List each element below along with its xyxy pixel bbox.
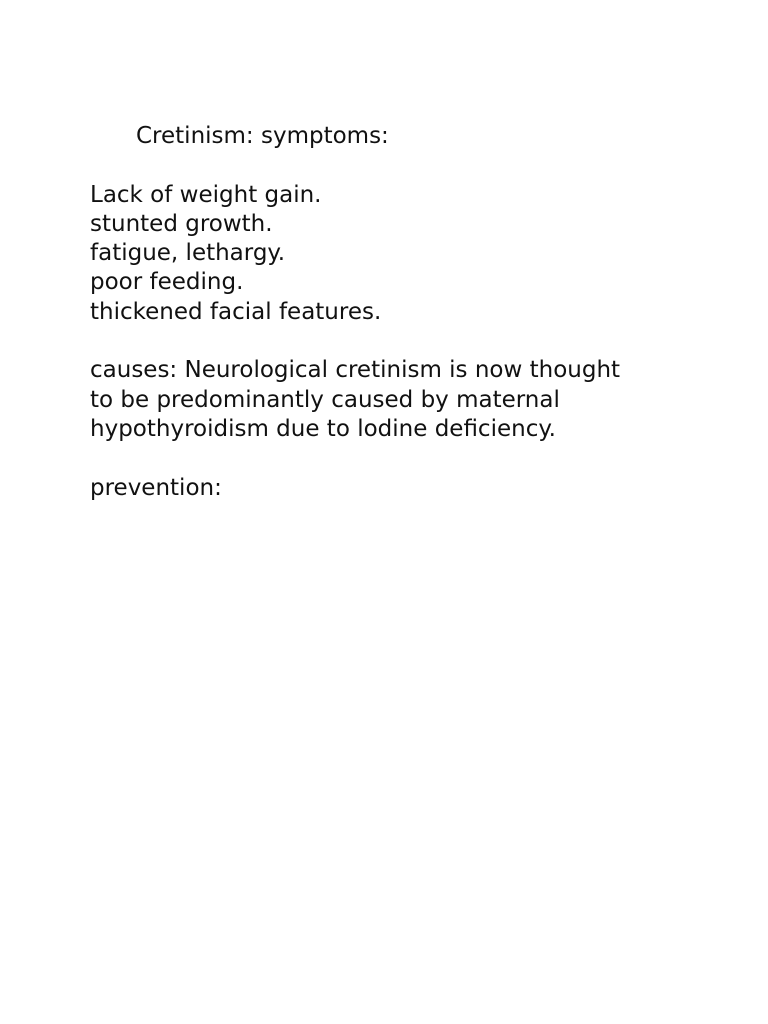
blank-line — [90, 327, 710, 356]
blank-line — [90, 151, 710, 180]
document-page — [90, 122, 710, 503]
document-heading: Cretinism: symptoms: — [136, 123, 389, 149]
causes-paragraph — [90, 356, 710, 444]
causes-line: to be predominantly caused by maternal — [90, 386, 560, 413]
prevention-label: prevention: — [90, 474, 222, 501]
causes-line: hypothyroidism due to lodine deficiency. — [90, 415, 556, 442]
symptom-item: poor feeding. — [90, 269, 244, 296]
blank-line — [90, 444, 710, 473]
causes-line: causes: Neurological cretinism is now thought — [90, 357, 621, 384]
symptoms-list — [90, 181, 710, 327]
symptom-item: thickened facial features. — [90, 298, 382, 325]
symptom-item: Lack of weight gain. — [90, 181, 322, 208]
symptom-item: fatigue, lethargy. — [90, 240, 286, 267]
symptom-item: stunted growth. — [90, 210, 273, 237]
